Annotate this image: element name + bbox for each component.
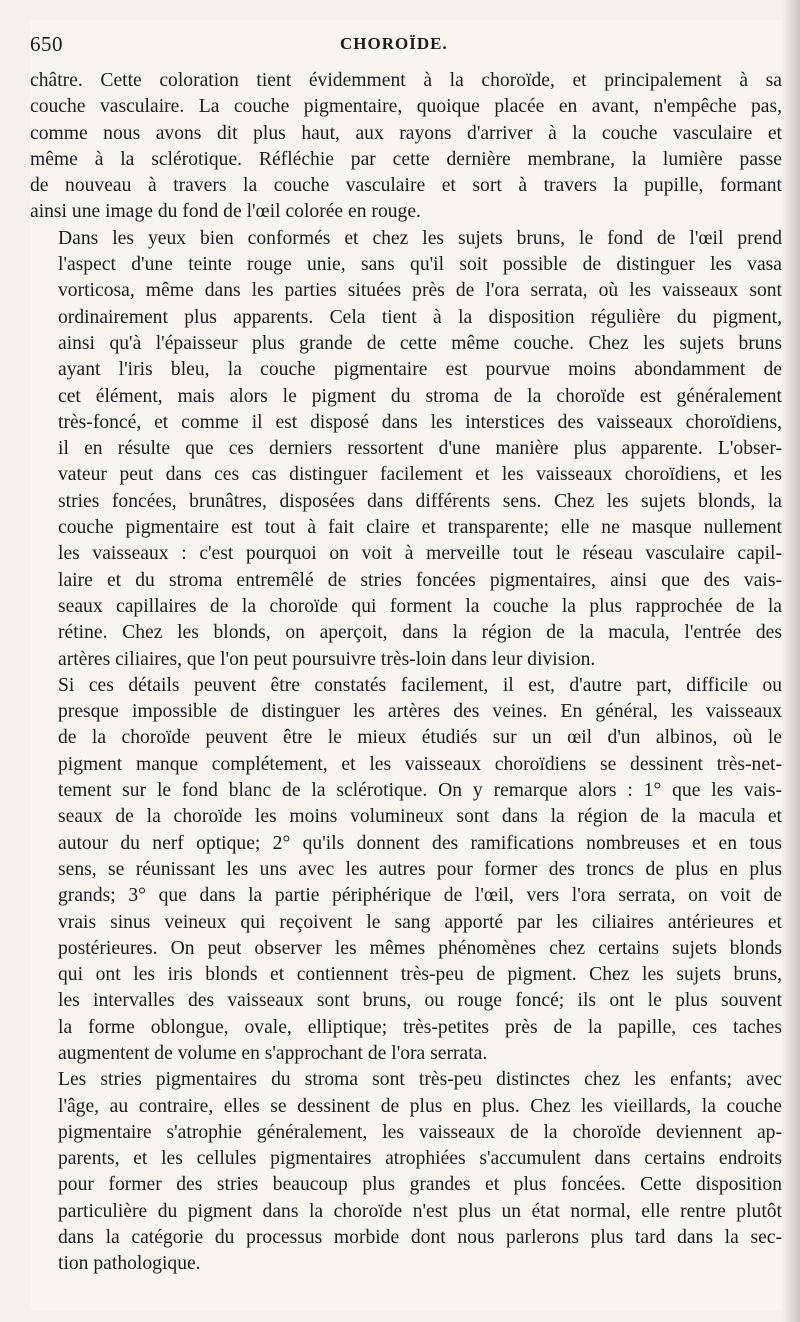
text-line: même à la sclérotique. Réfléchie par cette dernière membrane, la lumière passe (30, 148, 782, 170)
text-line: pigmentaire s'atrophie généralement, les vaisseaux de la choroïde deviennent ap- (58, 1121, 782, 1143)
text-line: Les stries pigmentaires du stroma sont très-peu distinctes chez les enfants; avec (58, 1069, 782, 1091)
page-header (30, 32, 782, 62)
text-line: l'aspect d'une teinte rouge unie, sans qu'il soit possible de distinguer les vasa (58, 254, 782, 276)
text-line: presque impossible de distinguer les artères des veines. En général, les vaisseaux (58, 701, 782, 723)
book-page (30, 20, 782, 1310)
text-line: ordinairement plus apparents. Cela tient à la disposition régulière du pigment, (58, 306, 782, 328)
text-line: tement sur le fond blanc de la sclérotique. On y remarque alors : 1° que les vais- (58, 780, 782, 802)
text-line: dans la catégorie du processus morbide dont nous parlerons plus tard dans la sec- (58, 1227, 782, 1249)
text-line: stries foncées, brunâtres, disposées dans différents sens. Chez les sujets blonds, la (58, 490, 782, 512)
paragraph-4 (30, 1067, 782, 1277)
paragraph-1 (30, 68, 782, 226)
paragraph-2 (30, 226, 782, 673)
text-line: autour du nerf optique; 2° qu'ils donnent des ramifications nombreuses et en tous (58, 832, 782, 854)
text-line: ainsi qu'à l'épaisseur plus grande de cette même couche. Chez les sujets bruns (58, 332, 782, 354)
text-line: ayant l'iris bleu, la couche pigmentaire est pourvue moins abondamment de (58, 359, 782, 381)
text-line: les vaisseaux : c'est pourquoi on voit à merveille tout le réseau vasculaire capil- (58, 543, 782, 565)
text-line: vorticosa, même dans les parties situées près de l'ora serrata, où les vaisseaux sont (58, 280, 782, 302)
text-line: ainsi une image du fond de l'œil colorée en rouge. (30, 201, 421, 223)
text-line: comme nous avons dit plus haut, aux rayons d'arriver à la couche vasculaire et (30, 122, 782, 144)
text-line: de nouveau à travers la couche vasculaire et sort à travers la pupille, formant (30, 175, 782, 197)
text-line: la forme oblongue, ovale, elliptique; très-petites près de la papille, ces taches (58, 1016, 782, 1038)
page-number: 650 (30, 32, 63, 56)
text-line: artères ciliaires, que l'on peut poursuivre très-loin dans leur division. (58, 648, 596, 670)
text-line: Si ces détails peuvent être constatés facilement, il est, d'autre part, difficile ou (58, 674, 782, 696)
text-line: parents, et les cellules pigmentaires atrophiées s'accumulent dans certains endroits (58, 1148, 782, 1170)
text-line: postérieures. On peut observer les mêmes phénomènes chez certains sujets blonds (58, 937, 782, 959)
text-line: vrais sinus veineux qui reçoivent le sang apporté par les ciliaires antérieures et (58, 911, 782, 933)
text-line: l'âge, au contraire, elles se dessinent de plus en plus. Chez les vieillards, la couche (58, 1095, 782, 1117)
text-line: augmentent de volume en s'approchant de l'ora serrata. (58, 1042, 488, 1064)
text-line: il en résulte que ces derniers ressortent d'une manière plus apparente. L'obser- (58, 438, 782, 460)
text-line: châtre. Cette coloration tient évidemment à la choroïde, et principalement à sa (30, 70, 782, 91)
text-line: couche pigmentaire est tout à fait claire et transparente; elle ne masque nullement (58, 517, 782, 539)
page-edge-shadow (782, 0, 800, 1322)
text-line: pigment manque complétement, et les vaisseaux choroïdiens se dessinent très-net- (58, 753, 782, 775)
paragraph-3 (30, 673, 782, 1067)
body-text (30, 68, 782, 1278)
text-line: sens, se réunissant les uns avec les autres pour former des troncs de plus en plus (58, 858, 782, 880)
text-line: Dans les yeux bien conformés et chez les sujets bruns, le fond de l'œil prend (58, 227, 782, 249)
text-line: de la choroïde peuvent être le mieux étudiés sur un œil d'un albinos, où le (58, 727, 782, 749)
text-line: particulière du pigment dans la choroïde n'est plus un état normal, elle rentre plutôt (58, 1200, 782, 1222)
text-line: vateur peut dans ces cas distinguer facilement et les vaisseaux choroïdiens, et les (58, 464, 782, 486)
text-line: couche vasculaire. La couche pigmentaire, quoique placée en avant, n'empêche pas, (30, 96, 782, 118)
text-line: seaux de la choroïde les moins volumineux sont dans la région de la macula et (58, 806, 782, 828)
text-line: qui ont les iris blonds et contiennent très-peu de pigment. Chez les sujets bruns, (58, 964, 782, 986)
text-line: laire et du stroma entremêlé de stries foncées pigmentaires, ainsi que des vais- (58, 569, 782, 591)
text-line: cet élément, mais alors le pigment du stroma de la choroïde est généralement (58, 385, 782, 407)
text-line: très-foncé, et comme il est disposé dans les interstices des vaisseaux choroïdiens, (58, 411, 782, 433)
text-line: les intervalles des vaisseaux sont bruns, ou rouge foncé; ils ont le plus souvent (58, 990, 782, 1012)
text-line: grands; 3° que dans la partie périphérique de l'œil, vers l'ora serrata, on voit de (58, 885, 782, 907)
text-line: pour former des stries beaucoup plus grandes et plus foncées. Cette disposition (58, 1174, 782, 1196)
text-line: rétine. Chez les blonds, on aperçoit, dans la région de la macula, l'entrée des (58, 622, 782, 644)
text-line: tion pathologique. (58, 1253, 201, 1275)
running-title: CHOROÏDE. (340, 34, 448, 53)
text-line: seaux capillaires de la choroïde qui forment la couche la plus rapprochée de la (58, 595, 782, 617)
